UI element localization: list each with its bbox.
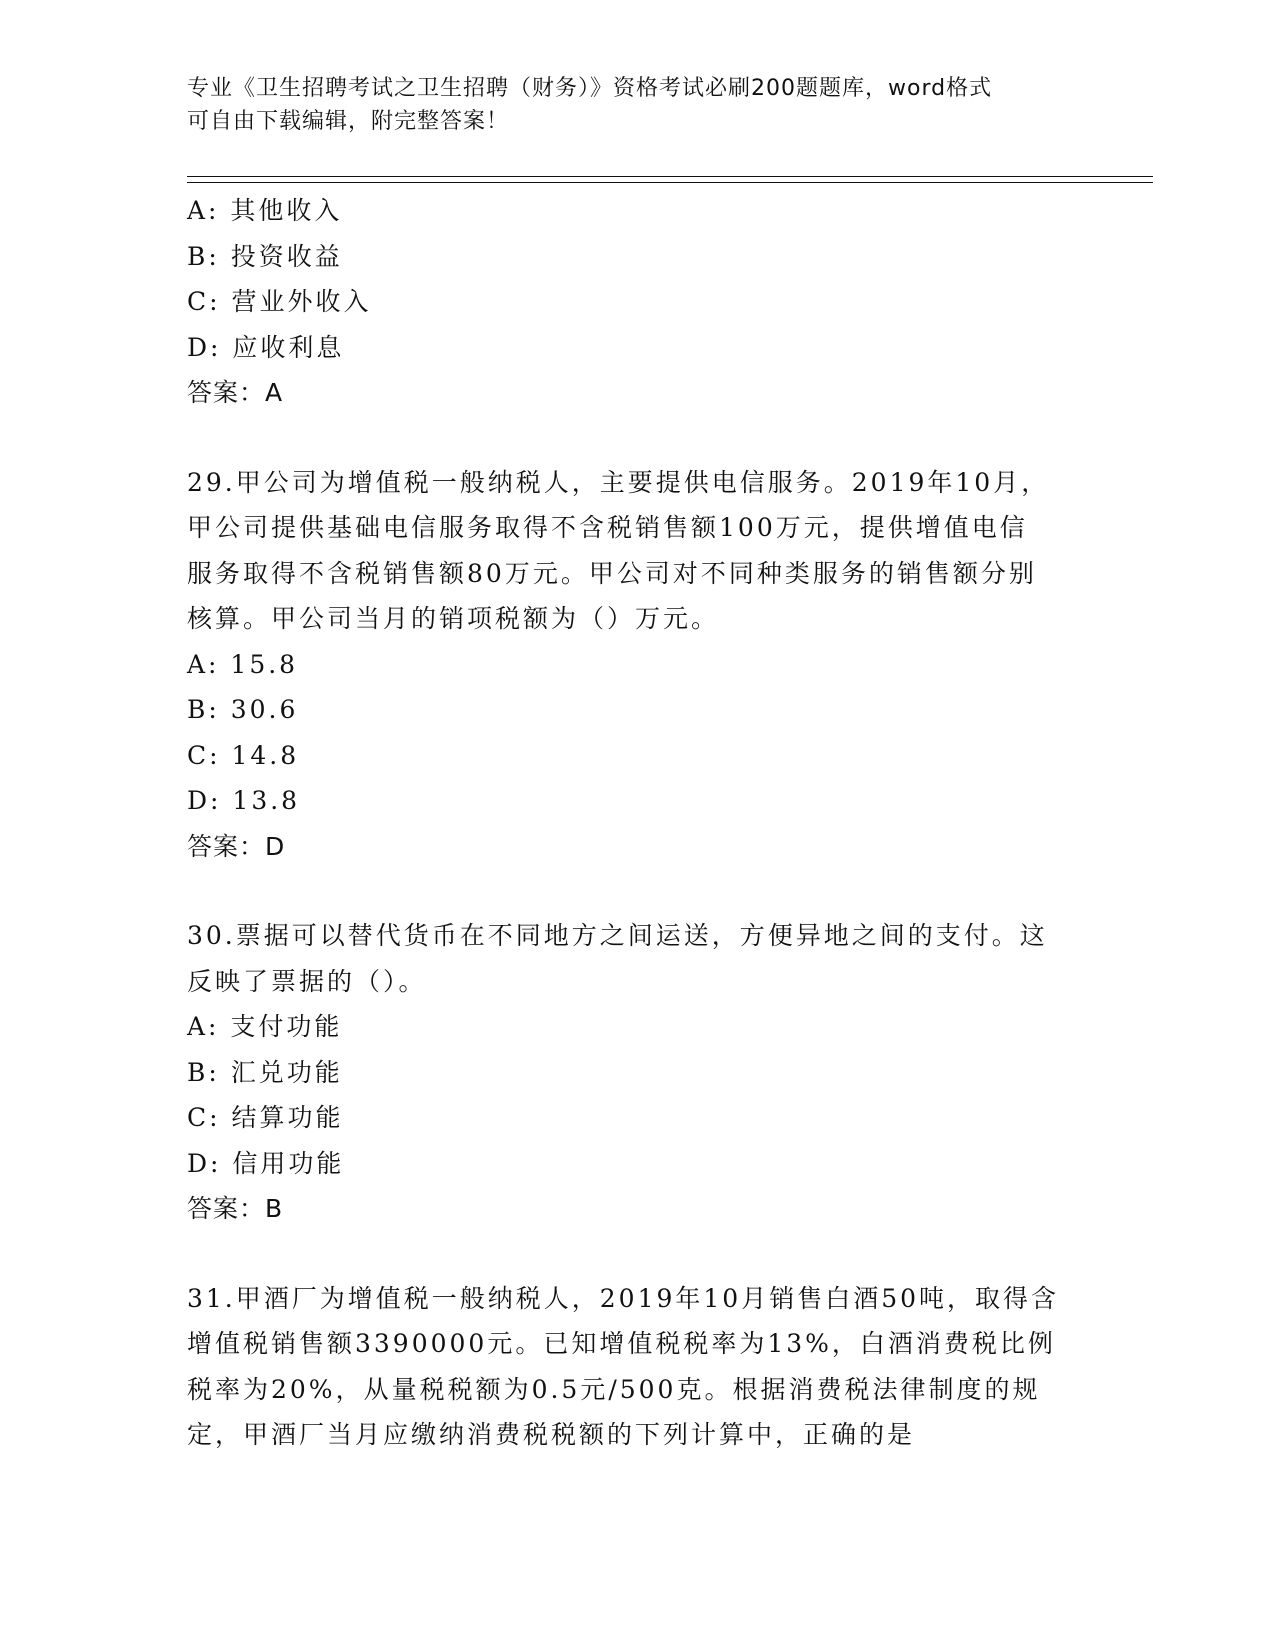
answer: 答案：A: [187, 378, 284, 407]
question-29: [187, 460, 1087, 870]
stem-line: 定，甲酒厂当月应缴纳消费税税额的下列计算中，正确的是: [187, 1420, 916, 1449]
option-d: D: 信用功能: [187, 1148, 345, 1178]
option-c: C: 14.8: [187, 740, 300, 770]
option-a: A: 支付功能: [187, 1012, 343, 1041]
option-c: C: 营业外收入: [187, 287, 372, 316]
question-stem: [187, 1276, 1087, 1458]
stem-line: 30.票据可以替代货币在不同地方之间运送，方便异地之间的支付。这: [187, 921, 1048, 950]
question-30: [187, 913, 1087, 1232]
option-a: A: 15.8: [187, 649, 299, 679]
option-d: D: 应收利息: [187, 332, 345, 362]
option-d: D: 13.8: [187, 786, 301, 815]
header-rule-bottom: [187, 182, 1153, 183]
option-b: B: 30.6: [187, 695, 299, 724]
header-line-2: 可自由下载编辑，附完整答案！: [187, 109, 510, 134]
document-header: [187, 72, 1067, 138]
option-a: A: 其他收入: [187, 196, 343, 225]
option-b: B: 汇兑功能: [187, 1057, 343, 1087]
answer: 答案：D: [187, 831, 286, 861]
question-31: [187, 1276, 1087, 1458]
question-stem: [187, 913, 1087, 1004]
stem-line: 服务取得不含税销售额80万元。甲公司对不同种类服务的销售额分别: [187, 558, 1037, 588]
document-body: [187, 188, 1087, 1458]
header-rule-top: [187, 176, 1153, 177]
question-stem: [187, 460, 1087, 642]
stem-line: 核算。甲公司当月的销项税额为（）万元。: [187, 604, 720, 633]
stem-line: 税率为20%，从量税税额为0.5元/500克。根据消费税法律制度的规: [187, 1374, 1041, 1404]
stem-line: 增值税销售额3390000元。已知增值税税率为13%，白酒消费税比例: [187, 1329, 1056, 1358]
answer: 答案：B: [187, 1194, 284, 1223]
stem-line: 31.甲酒厂为增值税一般纳税人，2019年10月销售白酒50吨，取得含: [187, 1283, 1060, 1313]
stem-line: 甲公司提供基础电信服务取得不含税销售额100万元，提供增值电信: [187, 513, 1028, 542]
stem-line: 29.甲公司为增值税一般纳税人，主要提供电信服务。2019年10月，: [187, 467, 1050, 497]
option-c: C: 结算功能: [187, 1103, 344, 1132]
question-28-tail: [187, 188, 1087, 416]
header-line-1: 专业《卫生招聘考试之卫生招聘（财务）》资格考试必刷200题题库，word格式: [187, 76, 993, 101]
option-b: B: 投资收益: [187, 241, 343, 271]
stem-line: 反映了票据的（）。: [187, 966, 427, 996]
